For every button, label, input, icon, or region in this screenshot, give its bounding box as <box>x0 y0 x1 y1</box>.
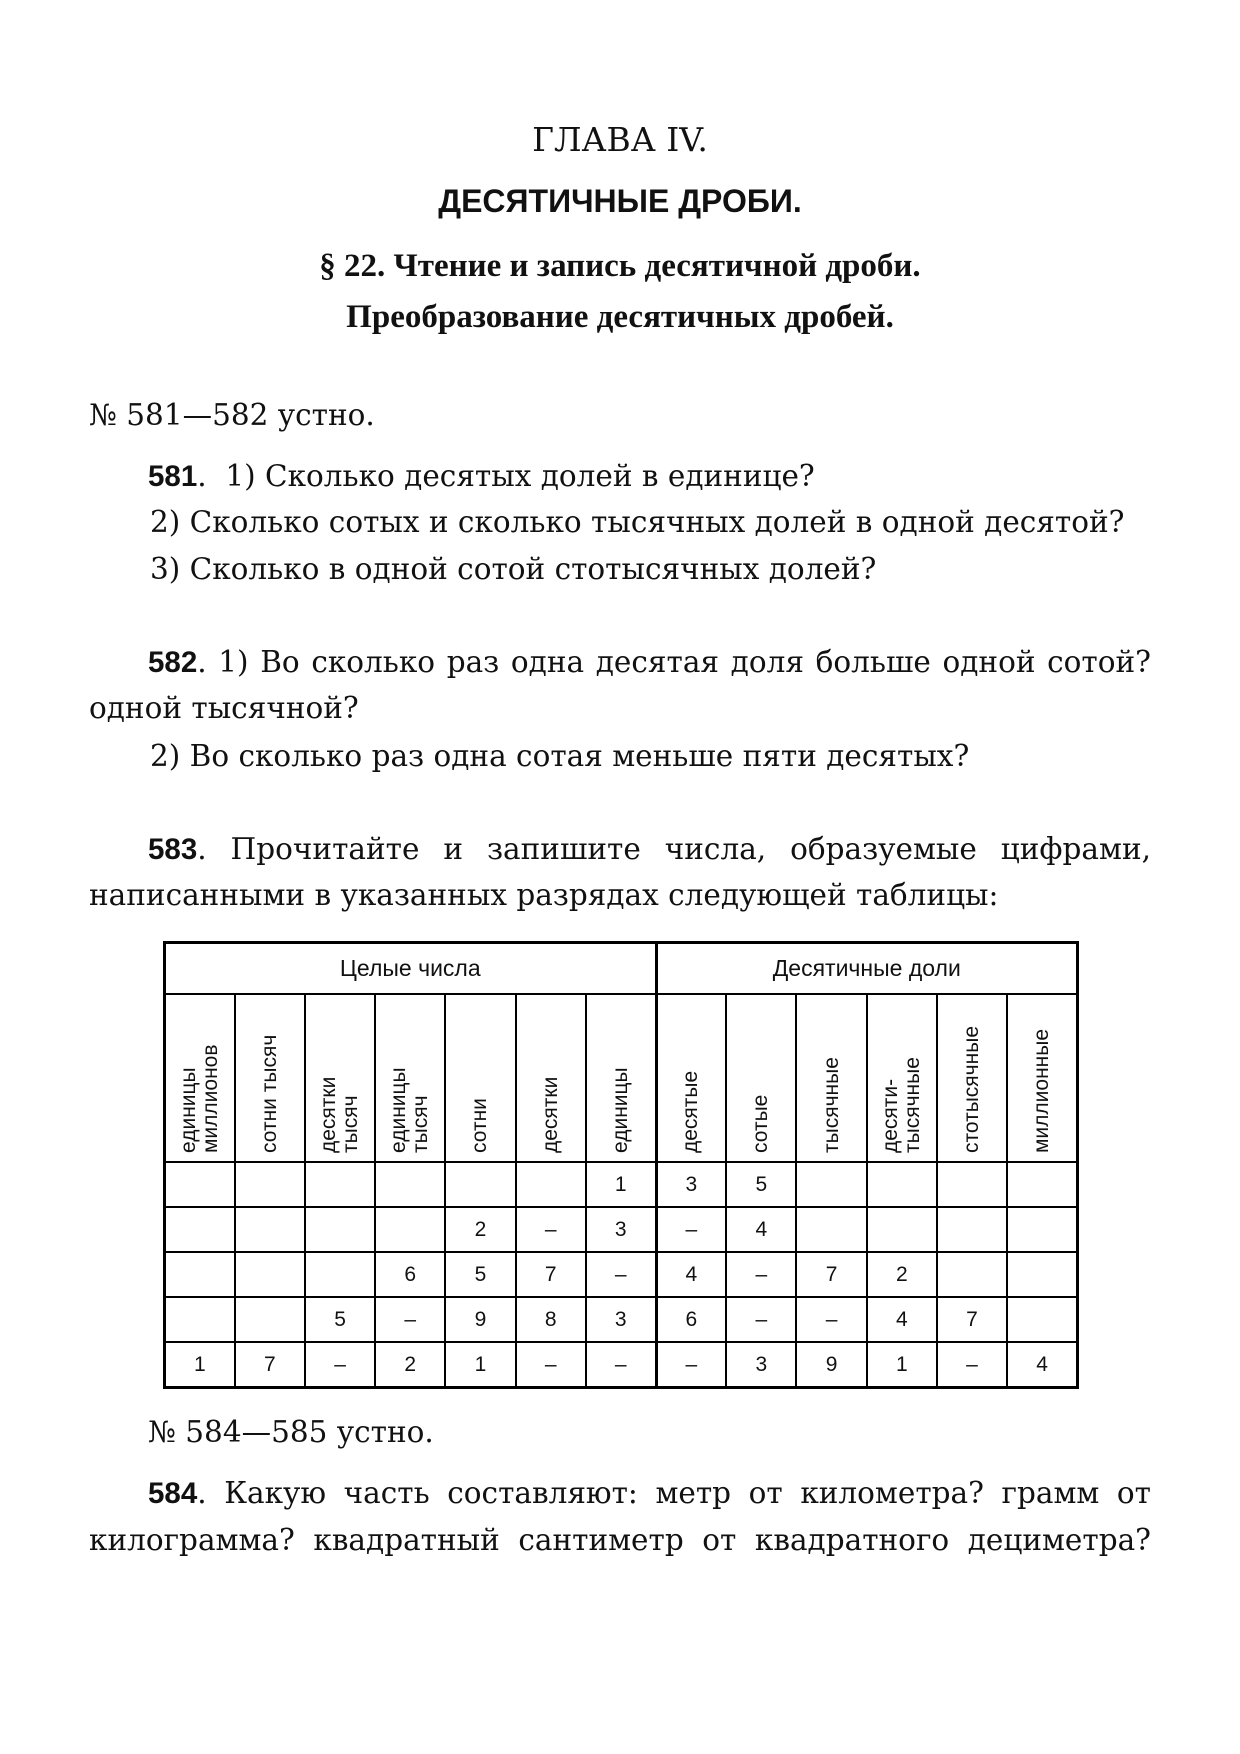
table-cell: 3 <box>586 1297 656 1342</box>
table-cell: 5 <box>445 1252 515 1297</box>
table-cell <box>1007 1207 1077 1252</box>
table-cell <box>305 1252 375 1297</box>
column-header-label <box>318 1077 362 1153</box>
column-header <box>375 994 445 1162</box>
column-header-label <box>680 1071 702 1153</box>
table-cell: – <box>726 1252 796 1297</box>
exercise-581-q1: 581. 1) Сколько десятых долей в единице? <box>148 459 815 493</box>
table-cell: – <box>656 1342 726 1388</box>
table-row <box>165 1162 1078 1207</box>
column-header-line: единицы <box>608 1067 632 1153</box>
exercise-582-q1-line2: одной тысячной? <box>89 691 359 725</box>
table-cell: 5 <box>305 1297 375 1342</box>
exercise-number: 582 <box>148 646 198 679</box>
table-cell: 6 <box>375 1252 445 1297</box>
column-header-label <box>259 1035 281 1153</box>
column-header <box>516 994 586 1162</box>
table-cell: – <box>586 1342 656 1388</box>
table-row <box>165 1252 1078 1297</box>
table-cell: 3 <box>656 1162 726 1207</box>
column-header-label <box>388 1067 432 1153</box>
table-cell: – <box>586 1252 656 1297</box>
table-cell: 2 <box>867 1252 937 1297</box>
table-cell <box>1007 1252 1077 1297</box>
column-header-line: тысячные <box>900 1057 924 1153</box>
exercise-text: 1) Во сколько раз одна десятая доля больше одной сотой? <box>218 645 1151 679</box>
table-cell: 4 <box>656 1252 726 1297</box>
exercise-number: 584 <box>148 1477 198 1510</box>
column-header-line: десяти- <box>878 1078 902 1153</box>
column-header-label <box>540 1077 562 1153</box>
column-header <box>165 994 235 1162</box>
column-header <box>586 994 656 1162</box>
table-cell <box>375 1207 445 1252</box>
column-header-label <box>821 1057 843 1153</box>
table-cell: – <box>937 1342 1007 1388</box>
table-cell: 4 <box>726 1207 796 1252</box>
table-cell: 9 <box>796 1342 866 1388</box>
table-cell: 7 <box>937 1297 1007 1342</box>
column-header-line: десятки <box>317 1076 341 1153</box>
exercise-582-q2: 2) Во сколько раз одна сотая меньше пяти десятых? <box>150 739 970 773</box>
column-header <box>305 994 375 1162</box>
exercise-text: 1) Сколько десятых долей в единице? <box>225 459 815 493</box>
table-cell: 7 <box>235 1342 305 1388</box>
table-cell: 1 <box>586 1162 656 1207</box>
column-header-line: тысяч <box>409 1095 433 1153</box>
table-cell <box>1007 1162 1077 1207</box>
column-header <box>656 994 726 1162</box>
table-cell: – <box>726 1297 796 1342</box>
column-header-line: тысячные <box>819 1057 843 1153</box>
table-cell <box>937 1162 1007 1207</box>
oral-note-584-585: № 584—585 устно. <box>148 1415 434 1449</box>
table-cell: 8 <box>516 1297 586 1342</box>
column-header-line: десятые <box>679 1070 703 1153</box>
exercise-text: Какую часть составляют: метр от километра? грамм от <box>224 1476 1151 1510</box>
table-cell <box>937 1252 1007 1297</box>
table-cell <box>235 1297 305 1342</box>
table-cell: 2 <box>375 1342 445 1388</box>
column-header <box>726 994 796 1162</box>
column-header <box>1007 994 1077 1162</box>
exercise-text: Прочитайте и запишите числа, образуемые цифрами, <box>230 832 1151 866</box>
column-header <box>445 994 515 1162</box>
table-cell <box>235 1252 305 1297</box>
column-header-line: миллионов <box>198 1044 222 1153</box>
table-cell <box>165 1162 235 1207</box>
subject-title: ДЕСЯТИЧНЫЕ ДРОБИ. <box>438 183 802 219</box>
place-value-table <box>163 941 1079 1389</box>
table-cell: 2 <box>445 1207 515 1252</box>
column-header <box>796 994 866 1162</box>
table-cell: 3 <box>726 1342 796 1388</box>
exercise-number: 583 <box>148 833 198 866</box>
table-row <box>165 1342 1078 1388</box>
column-header-label <box>1031 1029 1053 1153</box>
chapter-title: ГЛАВА IV. <box>532 120 708 159</box>
table-cell <box>796 1162 866 1207</box>
table-cell <box>937 1207 1007 1252</box>
table-cell: 3 <box>586 1207 656 1252</box>
table-cell: 9 <box>445 1297 515 1342</box>
table-cell: 1 <box>867 1342 937 1388</box>
table-cell: 7 <box>516 1252 586 1297</box>
column-header-label <box>469 1098 491 1153</box>
table-cell <box>516 1162 586 1207</box>
group-header-decimal: Десятичные доли <box>656 943 1077 995</box>
table-cell <box>867 1162 937 1207</box>
table-cell: 7 <box>796 1252 866 1297</box>
table-cell: – <box>516 1342 586 1388</box>
column-header <box>867 994 937 1162</box>
column-header <box>937 994 1007 1162</box>
table-cell <box>165 1297 235 1342</box>
table-cell <box>445 1162 515 1207</box>
table-row <box>165 1297 1078 1342</box>
column-header-label <box>610 1067 632 1153</box>
column-header-label <box>880 1057 924 1153</box>
table-cell <box>1007 1297 1077 1342</box>
exercise-581-q3: 3) Сколько в одной сотой стотысячных долей? <box>150 552 877 586</box>
exercise-582-q1-line1: 582. 1) Во сколько раз одна десятая доля больше одной сотой? <box>148 645 1151 679</box>
column-header-label <box>750 1095 772 1153</box>
column-header-line: единицы <box>176 1067 200 1153</box>
column-header-line: единицы <box>387 1067 411 1153</box>
table-cell: 5 <box>726 1162 796 1207</box>
table-cell <box>867 1207 937 1252</box>
column-header-line: миллионные <box>1030 1028 1054 1153</box>
table-cell <box>235 1162 305 1207</box>
column-header-line: сотые <box>749 1094 773 1153</box>
table-cell: 1 <box>445 1342 515 1388</box>
table-cell: 1 <box>165 1342 235 1388</box>
exercise-number: 581 <box>148 460 198 493</box>
exercise-581-q2: 2) Сколько сотых и сколько тысячных долей в одной десятой? <box>150 505 1125 539</box>
table-cell <box>796 1207 866 1252</box>
column-header-row <box>165 994 1078 1162</box>
table-cell <box>165 1207 235 1252</box>
column-header-line: сотни тысяч <box>257 1034 281 1153</box>
table-cell <box>235 1207 305 1252</box>
table-cell: – <box>516 1207 586 1252</box>
table-cell <box>165 1252 235 1297</box>
exercise-583-line2: написанными в указанных разрядах следующей таблицы: <box>89 878 999 912</box>
column-header-line: десятки <box>538 1076 562 1153</box>
column-header <box>235 994 305 1162</box>
exercise-584-line1: 584. Какую часть составляют: метр от километра? грамм от <box>148 1476 1151 1510</box>
table-cell <box>305 1162 375 1207</box>
group-header-whole: Целые числа <box>165 943 657 995</box>
exercise-583-line1: 583. Прочитайте и запишите числа, образуемые цифрами, <box>148 832 1151 866</box>
section-title-line2: Преобразование десятичных дробей. <box>346 299 894 335</box>
table-body <box>165 1162 1078 1388</box>
exercise-text: килограмма? квадратный сантиметр от квадратного дециметра? <box>89 1523 1151 1557</box>
table-cell: 4 <box>867 1297 937 1342</box>
column-header-line: сотни <box>468 1098 492 1153</box>
table-cell <box>305 1207 375 1252</box>
section-title-line1: § 22. Чтение и запись десятичной дроби. <box>319 248 921 284</box>
table-cell: 6 <box>656 1297 726 1342</box>
table-cell: – <box>796 1297 866 1342</box>
column-header-line: стотысячные <box>960 1026 984 1153</box>
exercise-584-line2 <box>89 1523 1151 1557</box>
oral-note-581-582: № 581—582 устно. <box>89 398 375 432</box>
table-row <box>165 1207 1078 1252</box>
column-header-line: тысяч <box>339 1095 363 1153</box>
table-cell <box>375 1162 445 1207</box>
table-cell: – <box>305 1342 375 1388</box>
table-cell: 4 <box>1007 1342 1077 1388</box>
table-cell: – <box>375 1297 445 1342</box>
table-cell: – <box>656 1207 726 1252</box>
column-header-label <box>178 1044 222 1153</box>
column-header-label <box>961 1026 983 1153</box>
